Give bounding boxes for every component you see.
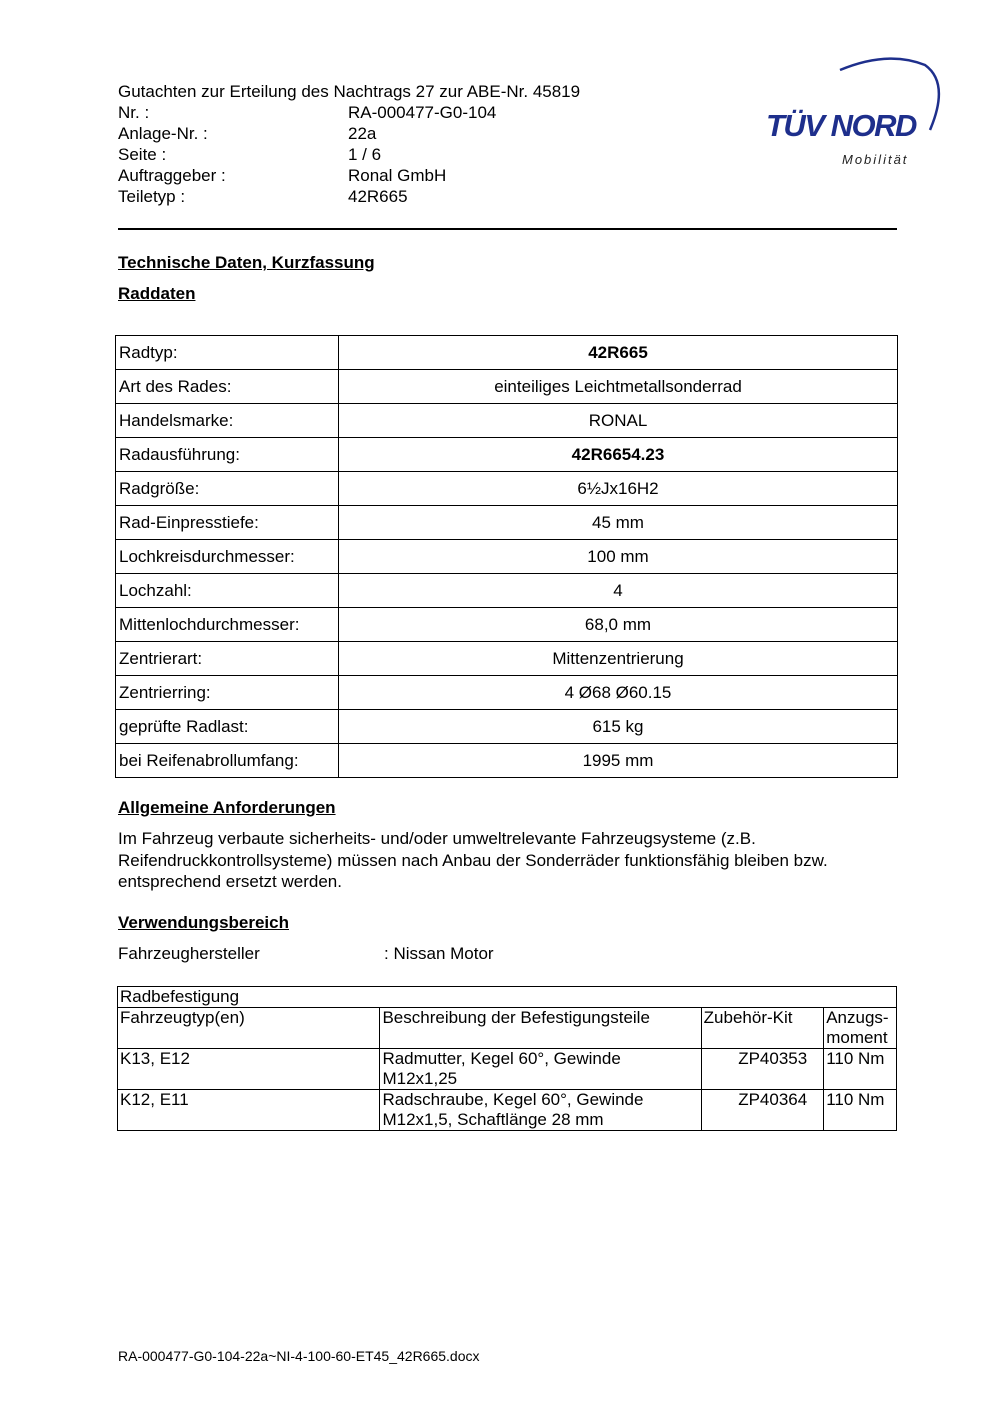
wheel-property-label: geprüfte Radlast: (116, 710, 339, 744)
header-row-auftraggeber (118, 165, 618, 186)
requirements-text: Im Fahrzeug verbaute sicherheits- und/oder umweltrelevante Fahrzeugsysteme (z.B. Reifendruckkontrollsysteme) müssen nach Anbau der Sonderräder funktionsfähig bleiben bzw. entsprechend ersetzt werden. (118, 829, 828, 891)
header-value: 22a (348, 124, 377, 143)
wheel-property-label: Art des Rades: (116, 370, 339, 404)
wheel-property-value: einteiliges Leichtmetallsonderrad (339, 370, 898, 404)
header-label: Anlage-Nr. : (118, 124, 208, 143)
wheel-property-label: Radgröße: (116, 472, 339, 506)
wheel-property-value: 4 Ø68 Ø60.15 (339, 676, 898, 710)
wheel-property-value: 1995 mm (339, 744, 898, 778)
torque-value: 110 Nm (824, 1049, 897, 1090)
table-row (116, 336, 898, 370)
header-label: Nr. : (118, 103, 150, 122)
fastening-caption-row (118, 987, 897, 1008)
logo-brand-text: TÜV NORD (766, 108, 916, 143)
table-row (118, 1049, 897, 1090)
header-label: Auftraggeber : (118, 166, 226, 185)
manufacturer-value: : Nissan Motor (384, 944, 494, 963)
header-info (118, 102, 618, 207)
wheel-data-table (115, 335, 898, 778)
table-row (116, 710, 898, 744)
table-row (116, 744, 898, 778)
header-value: 42R665 (348, 187, 408, 206)
manufacturer-row (118, 943, 718, 965)
wheel-property-value: 68,0 mm (339, 608, 898, 642)
header-row-seite (118, 144, 618, 165)
header-row-anlage (118, 123, 618, 144)
wheel-property-label: Zentrierart: (116, 642, 339, 676)
table-row (116, 438, 898, 472)
wheel-property-value: 615 kg (339, 710, 898, 744)
footer-filename: RA-000477-G0-104-22a~NI-4-100-60-ET45_42R665.docx (118, 1348, 480, 1364)
header-row-nr (118, 102, 618, 123)
wheel-property-value: 42R6654.23 (339, 438, 898, 472)
section-verwendung: Verwendungsbereich (118, 913, 289, 932)
wheel-property-value: 6½Jx16H2 (339, 472, 898, 506)
section-allgemein: Allgemeine Anforderungen (118, 798, 336, 817)
section-tech: Technische Daten, Kurzfassung (118, 253, 375, 272)
fastening-caption: Radbefestigung (118, 987, 897, 1008)
table-row (118, 1090, 897, 1131)
wheel-property-label: bei Reifenabrollumfang: (116, 744, 339, 778)
header-row-teiletyp (118, 186, 618, 207)
manufacturer-label: Fahrzeughersteller (118, 944, 260, 963)
header-kit: Zubehör-Kit (701, 1008, 824, 1049)
table-row (116, 642, 898, 676)
wheel-property-label: Handelsmarke: (116, 404, 339, 438)
wheel-property-label: Radausführung: (116, 438, 339, 472)
torque-value: 110 Nm (824, 1090, 897, 1131)
table-row (116, 608, 898, 642)
header-vehicle-types: Fahrzeugtyp(en) (118, 1008, 380, 1049)
table-row (116, 574, 898, 608)
table-row (116, 506, 898, 540)
fastening-description: Radschraube, Kegel 60°, Gewinde M12x1,5, Schaftlänge 28 mm (380, 1090, 701, 1131)
table-row (116, 472, 898, 506)
fastening-header-row (118, 1008, 897, 1049)
header-value: RA-000477-G0-104 (348, 103, 497, 122)
fastening-table (117, 986, 897, 1131)
wheel-property-value: 4 (339, 574, 898, 608)
kit-number: ZP40353 (701, 1049, 824, 1090)
header-divider (118, 228, 897, 230)
wheel-property-label: Lochzahl: (116, 574, 339, 608)
document-title: Gutachten zur Erteilung des Nachtrags 27 zur ABE-Nr. 45819 (118, 82, 581, 101)
wheel-property-value: 100 mm (339, 540, 898, 574)
wheel-property-value: Mittenzentrierung (339, 642, 898, 676)
header-torque: Anzugs- moment (824, 1008, 897, 1049)
vehicle-types: K12, E11 (118, 1090, 380, 1131)
table-row (116, 404, 898, 438)
wheel-property-label: Mittenlochdurchmesser: (116, 608, 339, 642)
header-description: Beschreibung der Befestigungsteile (380, 1008, 701, 1049)
logo-subtitle: Mobilität (842, 152, 909, 167)
wheel-property-value: 42R665 (339, 336, 898, 370)
wheel-property-value: 45 mm (339, 506, 898, 540)
vehicle-types: K13, E12 (118, 1049, 380, 1090)
header-value: Ronal GmbH (348, 166, 447, 185)
wheel-property-value: RONAL (339, 404, 898, 438)
header-label: Seite : (118, 145, 167, 164)
wheel-property-label: Rad-Einpresstiefe: (116, 506, 339, 540)
wheel-property-label: Lochkreisdurchmesser: (116, 540, 339, 574)
section-raddaten: Raddaten (118, 284, 196, 303)
table-row (116, 370, 898, 404)
header-label: Teiletyp : (118, 187, 186, 206)
wheel-property-label: Radtyp: (116, 336, 339, 370)
header-value: 1 / 6 (348, 145, 382, 164)
wheel-property-label: Zentrierring: (116, 676, 339, 710)
kit-number: ZP40364 (701, 1090, 824, 1131)
table-row (116, 676, 898, 710)
fastening-description: Radmutter, Kegel 60°, Gewinde M12x1,25 (380, 1049, 701, 1090)
table-row (116, 540, 898, 574)
